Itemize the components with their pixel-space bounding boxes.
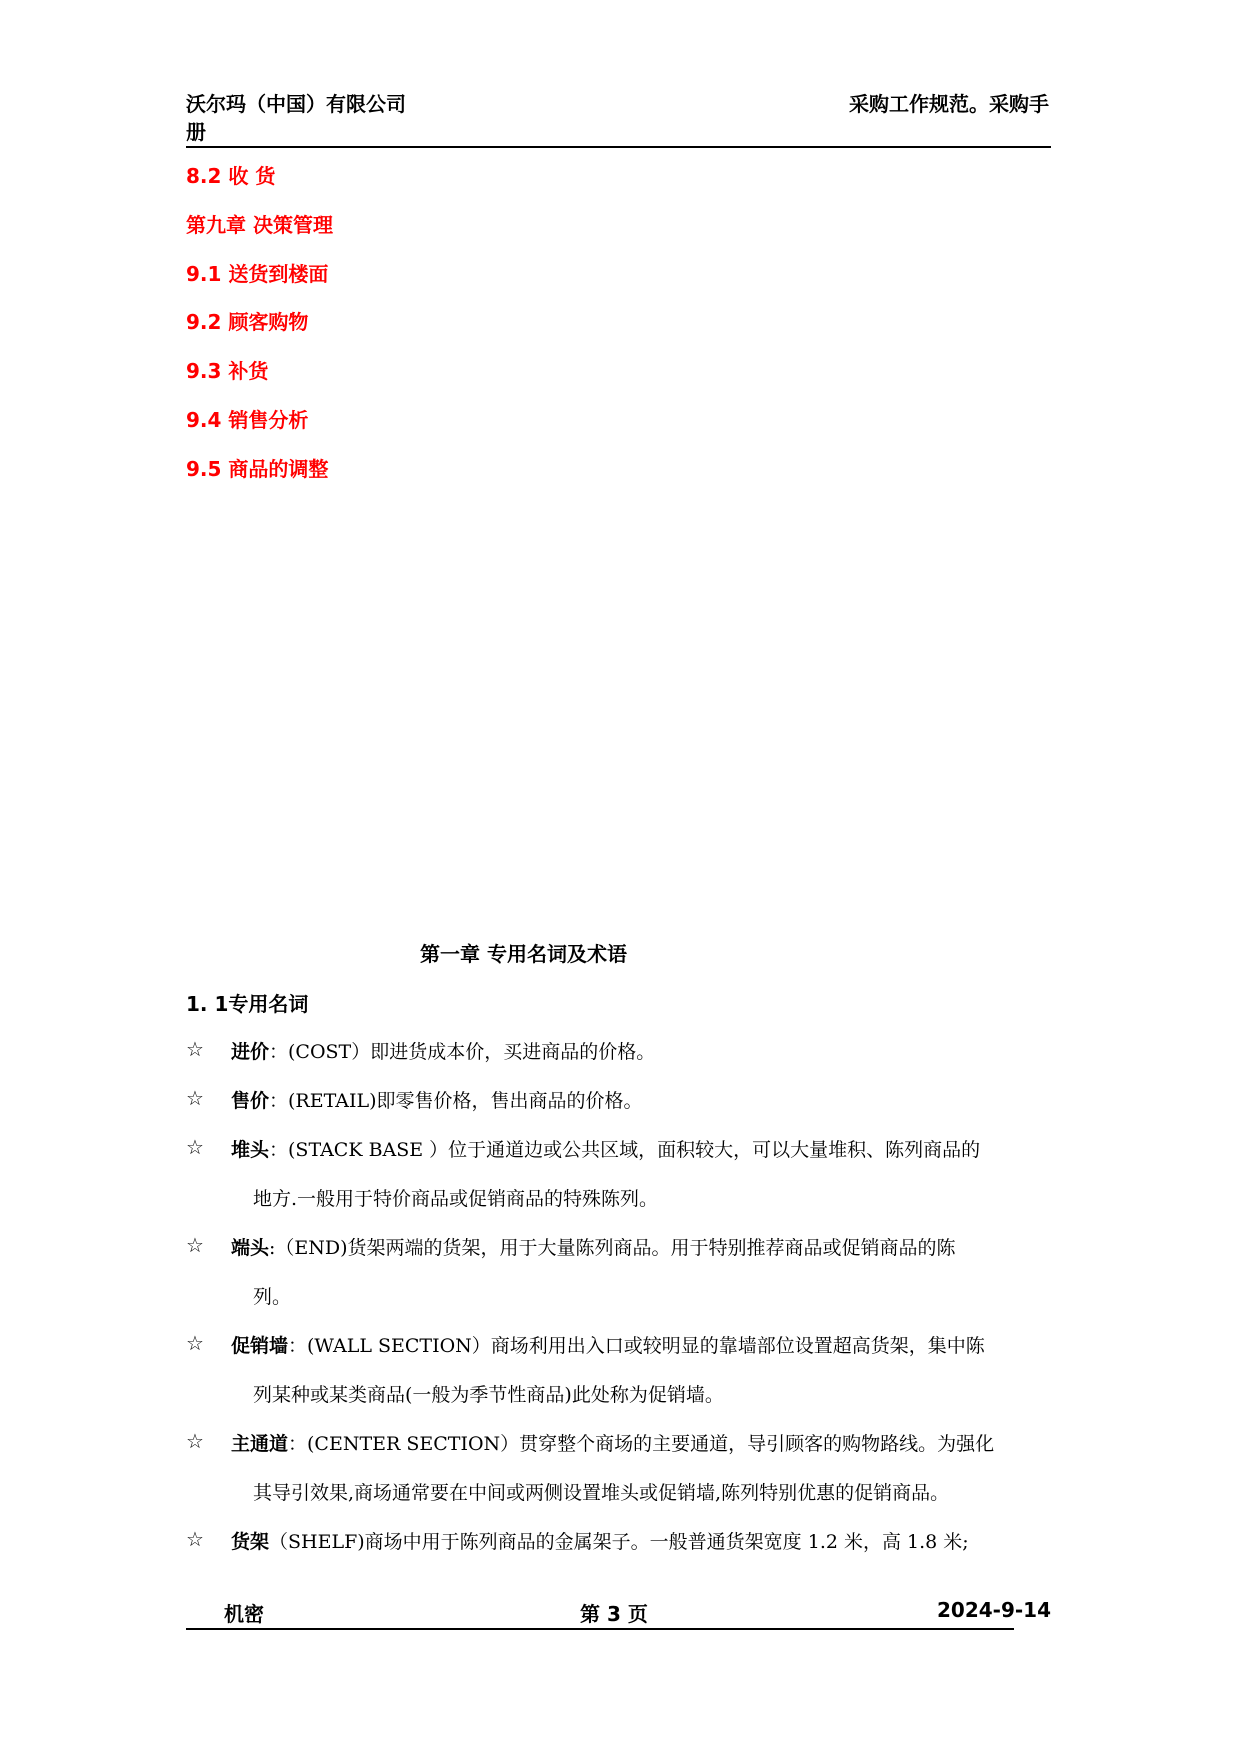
term-name: 货架 [231,1531,270,1553]
term-definition: :（END)货架两端的货架，用于大量陈列商品。用于特别推荐商品或促销商品的陈 [269,1237,956,1259]
term-definition: （SHELF)商场中用于陈列商品的金属架子。一般普通货架宽度 1.2 米，高 1.8 米; [269,1531,969,1553]
term-entry [231,1135,980,1162]
term-name: 端头 [231,1237,270,1259]
term-definition: ：(COST）即进货成本价，买进商品的价格。 [269,1041,656,1063]
term-name: 售价 [231,1090,270,1112]
company-name: 沃尔玛（中国）有限公司 [186,92,406,116]
toc-item[interactable]: 9.3 补货 [186,359,269,383]
footer-page-number: 第 3 页 [580,1602,648,1626]
footer-rule [186,1628,1014,1630]
term-entry [231,1233,956,1260]
star-bullet-icon: ☆ [186,1429,204,1453]
company-name-wrap: 册 [186,120,206,144]
star-bullet-icon: ☆ [186,1086,204,1110]
toc-item[interactable]: 9.1 送货到楼面 [186,262,329,286]
star-bullet-icon: ☆ [186,1135,204,1159]
term-definition-continued: 列。 [253,1286,292,1308]
term-name: 促销墙 [231,1335,289,1357]
star-bullet-icon: ☆ [186,1233,204,1257]
star-bullet-icon: ☆ [186,1527,204,1551]
term-entry [231,1527,969,1554]
term-name: 进价 [231,1041,270,1063]
term-entry [231,1331,985,1358]
toc-item[interactable]: 9.4 销售分析 [186,408,309,432]
term-definition-continued: 列某种或某类商品(一般为季节性商品)此处称为促销墙。 [253,1384,724,1406]
term-definition-continued: 其导引效果,商场通常要在中间或两侧设置堆头或促销墙,陈列特别优惠的促销商品。 [253,1482,950,1504]
term-name: 堆头 [231,1139,270,1161]
toc-item[interactable]: 8.2 收 货 [186,164,276,188]
term-entry [231,1429,994,1456]
term-definition-continued: 地方.一般用于特价商品或促销商品的特殊陈列。 [253,1188,659,1210]
footer-date: 2024-9-14 [936,1598,1051,1622]
toc-item[interactable]: 第九章 决策管理 [186,213,333,237]
term-definition: ：(RETAIL)即零售价格，售出商品的价格。 [269,1090,643,1112]
term-definition: ：(WALL SECTION）商场利用出入口或较明显的靠墙部位设置超高货架，集中陈 [288,1335,985,1357]
section-heading: 1. 1专用名词 [186,992,309,1016]
star-bullet-icon: ☆ [186,1331,204,1355]
term-definition: ：(CENTER SECTION）贯穿整个商场的主要通道，导引顾客的购物路线。为强化 [288,1433,995,1455]
term-definition: ：(STACK BASE ）位于通道边或公共区域，面积较大，可以大量堆积、陈列商品的 [269,1139,981,1161]
chapter-title: 第一章 专用名词及术语 [420,942,627,966]
term-name: 主通道 [231,1433,289,1455]
header-rule [186,146,1051,148]
toc-item[interactable]: 9.5 商品的调整 [186,457,329,481]
footer-confidential: 机密 [224,1602,264,1626]
term-entry [231,1086,643,1113]
toc-item[interactable]: 9.2 顾客购物 [186,310,309,334]
star-bullet-icon: ☆ [186,1037,204,1061]
term-entry [231,1037,655,1064]
document-title: 采购工作规范。采购手 [849,92,1049,116]
